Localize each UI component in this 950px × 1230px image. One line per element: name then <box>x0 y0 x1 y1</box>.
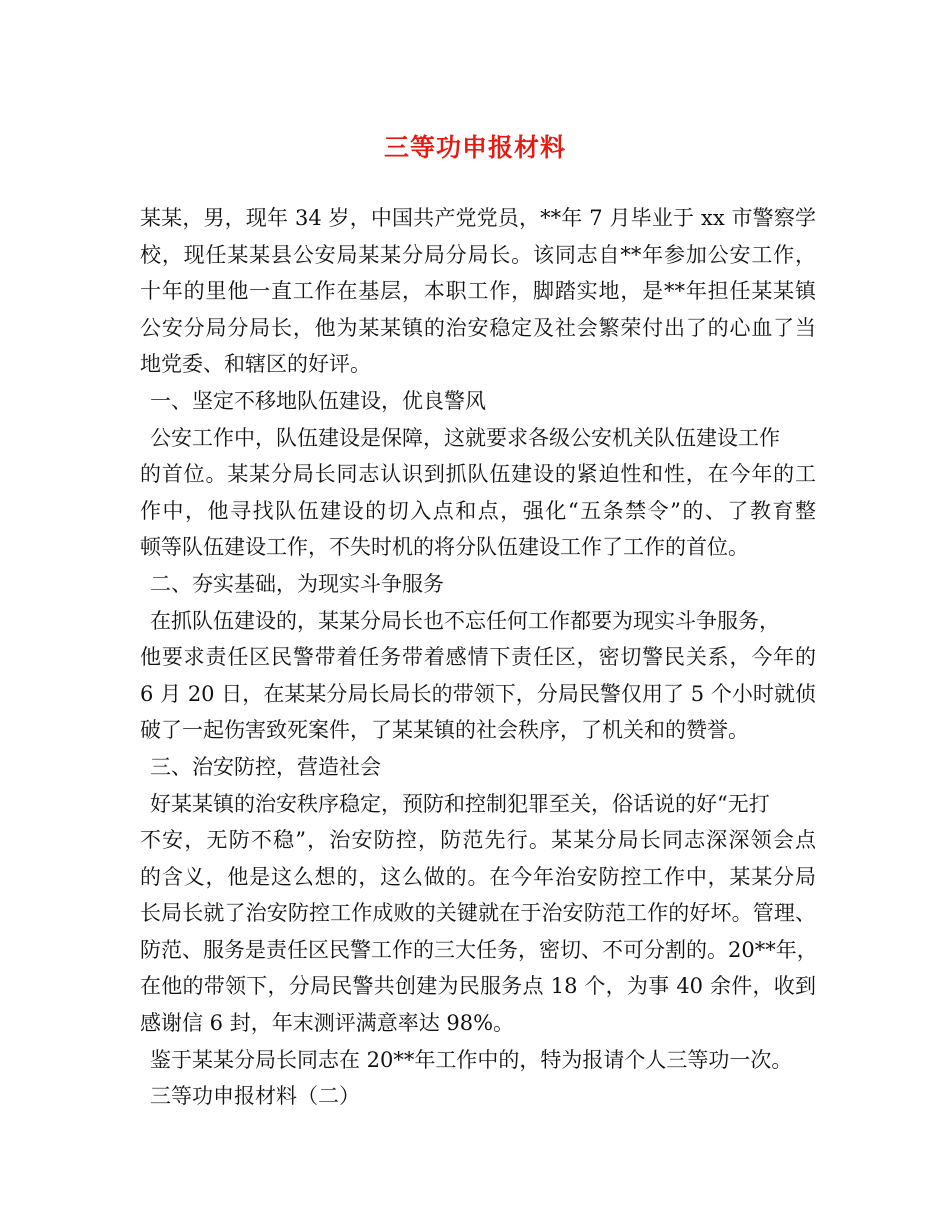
text-line: 他要求责任区民警带着任务带着感情下责任区，密切警民关系，今年的 <box>140 645 816 670</box>
text-line: 在他的带领下，分局民警共创建为民服务点 18 个，为事 40 余件，收到 <box>140 974 816 999</box>
text-line: 三、治安防控，营造社会 <box>150 754 381 779</box>
text-line: 不安，无防不稳”，治安防控，防范先行。某某分局长同志深深领会点 <box>140 828 816 853</box>
document-title: 三等功申报材料 <box>383 133 566 162</box>
text-line: 公安工作中，队伍建设是保障，这就要求各级公安机关队伍建设工作 <box>150 425 780 450</box>
text-line: 防范、服务是责任区民警工作的三大任务，密切、不可分割的。20**年， <box>140 937 818 962</box>
text-line: 破了一起伤害致死案件，了某某镇的社会秩序，了机关和的赞誉。 <box>140 718 749 743</box>
text-line: 十年的里他一直工作在基层，本职工作，脚踏实地，是**年担任某某镇 <box>140 279 816 304</box>
text-line: 校，现任某某县公安局某某分局分局长。该同志自**年参加公安工作， <box>140 242 816 267</box>
text-line: 感谢信 6 封，年末测评满意率达 98%。 <box>140 1011 515 1036</box>
text-line: 的首位。某某分局长同志认识到抓队伍建设的紧迫性和性，在今年的工 <box>140 462 816 487</box>
document-body <box>140 200 816 1115</box>
text-line: 的含义，他是这么想的，这么做的。在今年治安防控工作中，某某分局 <box>140 864 816 889</box>
text-line: 地党委、和辖区的好评。 <box>140 352 371 377</box>
text-line: 在抓队伍建设的，某某分局长也不忘任何工作都要为现实斗争服务， <box>150 608 780 633</box>
text-line: 6 月 20 日，在某某分局长局长的带领下，分局民警仅用了 5 个小时就侦 <box>140 681 816 706</box>
text-line: 鉴于某某分局长同志在 20**年工作中的，特为报请个人三等功一次。 <box>150 1047 793 1072</box>
text-line: 作中，他寻找队伍建设的切入点和点，强化“五条禁令”的、了教育整 <box>140 498 816 523</box>
text-line: 三等功申报材料（二） <box>150 1084 360 1109</box>
text-line: 长局长就了治安防控工作成败的关键就在于治安防范工作的好坏。管理、 <box>140 901 816 926</box>
text-line: 一、坚定不移地队伍建设，优良警风 <box>150 388 486 413</box>
text-line: 某某，男，现年 34 岁，中国共产党党员，**年 7 月毕业于 xx 市警察学 <box>140 206 816 230</box>
text-line: 好某某镇的治安秩序稳定，预防和控制犯罪至关，俗话说的好“无打 <box>150 791 770 816</box>
text-line: 二、夯实基础，为现实斗争服务 <box>150 571 444 596</box>
text-line: 顿等队伍建设工作，不失时机的将分队伍建设工作了工作的首位。 <box>140 535 749 560</box>
text-line: 公安分局分局长，他为某某镇的治安稳定及社会繁荣付出了的心血了当 <box>140 315 816 340</box>
